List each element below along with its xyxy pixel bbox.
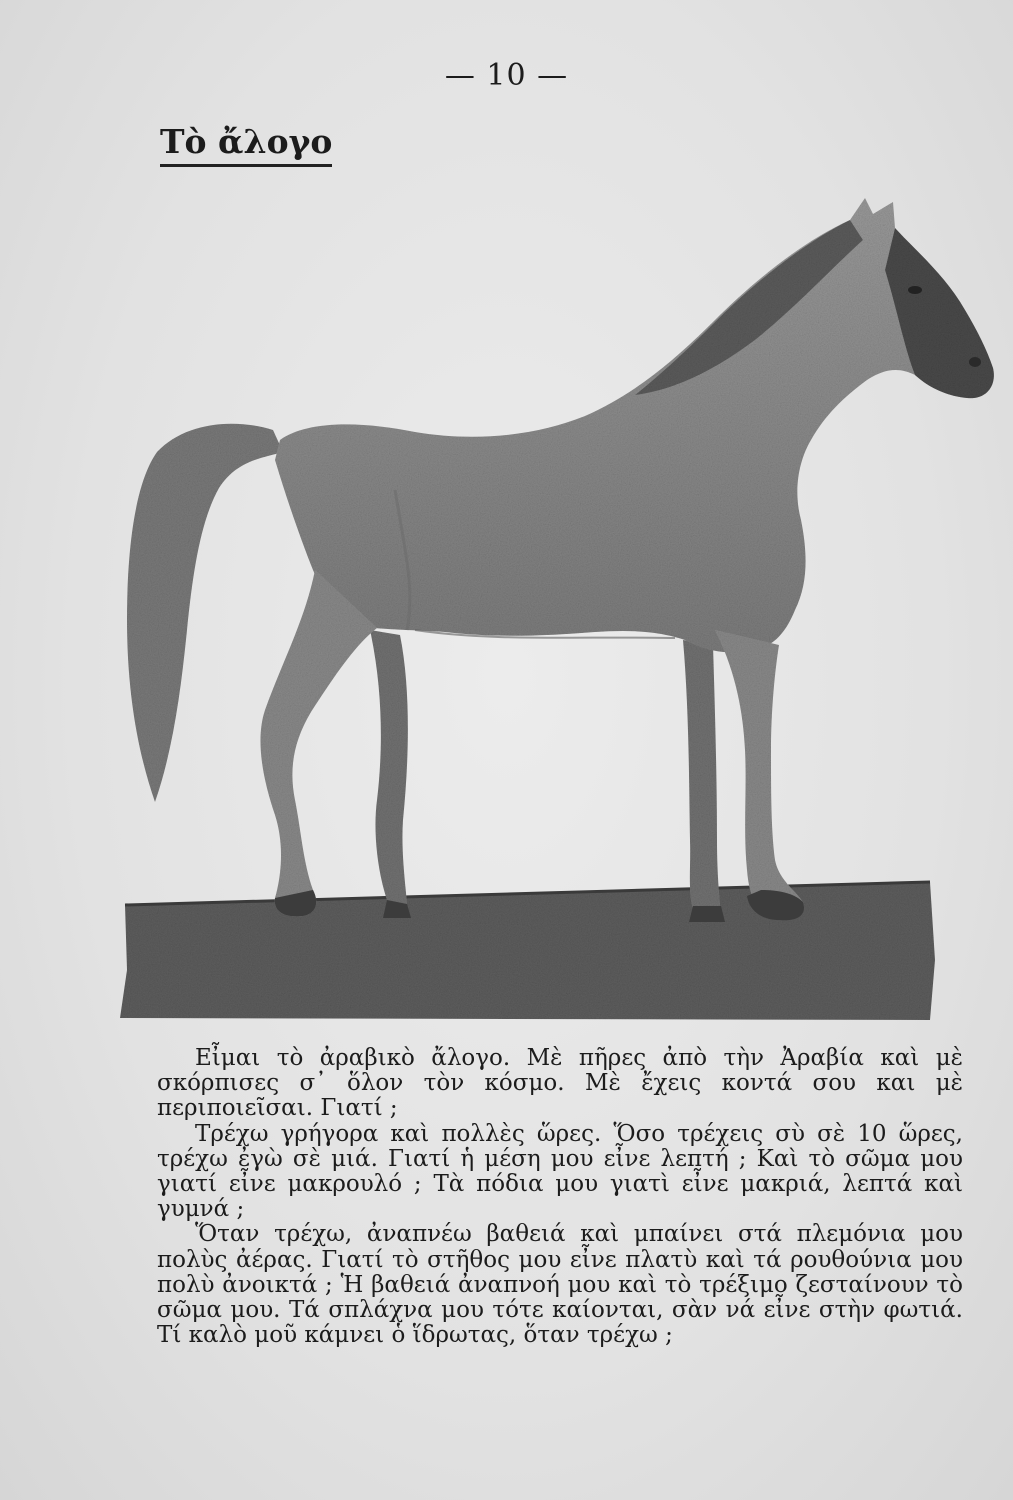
paragraph: Εἶμαι τὸ ἀραβικὸ ἄλογο. Μὲ πῆρες ἀπὸ τὴν Ἀραβία καὶ μὲ σκόρπισες σ᾽ ὅλον τὸν κόσμο. Μὲ ἔχεις κοντά σου και μὲ περιποιεῖσαι. Γιατί ; [157,1045,963,1122]
page-number: — 10 — [444,58,569,93]
horse-eye [908,286,922,294]
body-text [157,1046,963,1348]
horse-far-foreleg [683,640,721,916]
paragraph: Τρέχω γρήγορα καὶ πολλὲς ὥρες. Ὅσο τρέχεις σὺ σὲ 10 ὥρες, τρέχω ἐγὼ σὲ μιά. Γιατί ἡ μέση μου εἶνε λεπτή ; Καὶ τὸ σῶμα μου γιατί εἶνε μακρουλό ; Τὰ πόδια μου γιατὶ εἶνε μακριά, λεπτά καὶ γυμνά ; [157,1120,963,1223]
horse-illustration [115,190,995,1030]
horse-near-foreleg [715,630,804,919]
horse-head [885,228,994,398]
page-title: Τὸ ἄλογο [160,122,332,167]
horse-tail [127,424,283,802]
horse-near-hind-leg [260,570,377,916]
horse-nostril [969,357,981,367]
paragraph: Ὅταν τρέχω, ἀναπνέω βαθειά καὶ μπαίνει στά πλεμόνια μου πολὺς ἀέρας. Γιατί τὸ στῆθος μου εἶνε πλατὺ καὶ τά ρουθούνια μου πολὺ ἀνοικτά ; Ἡ βαθειά ἀναπνοή μου καὶ τὸ τρέξιμο ζεσταίνουν τὸ σῶμα μου. Τά σπλάχνα μου τότε καίονται, σὰν νά εἶνε στὴν φωτιά. Τί καλὸ μοῦ κάμνει ὁ ἵδρωτας, ὅταν τρέχω ; [157,1221,963,1349]
horse-far-hind-leg [370,630,408,904]
